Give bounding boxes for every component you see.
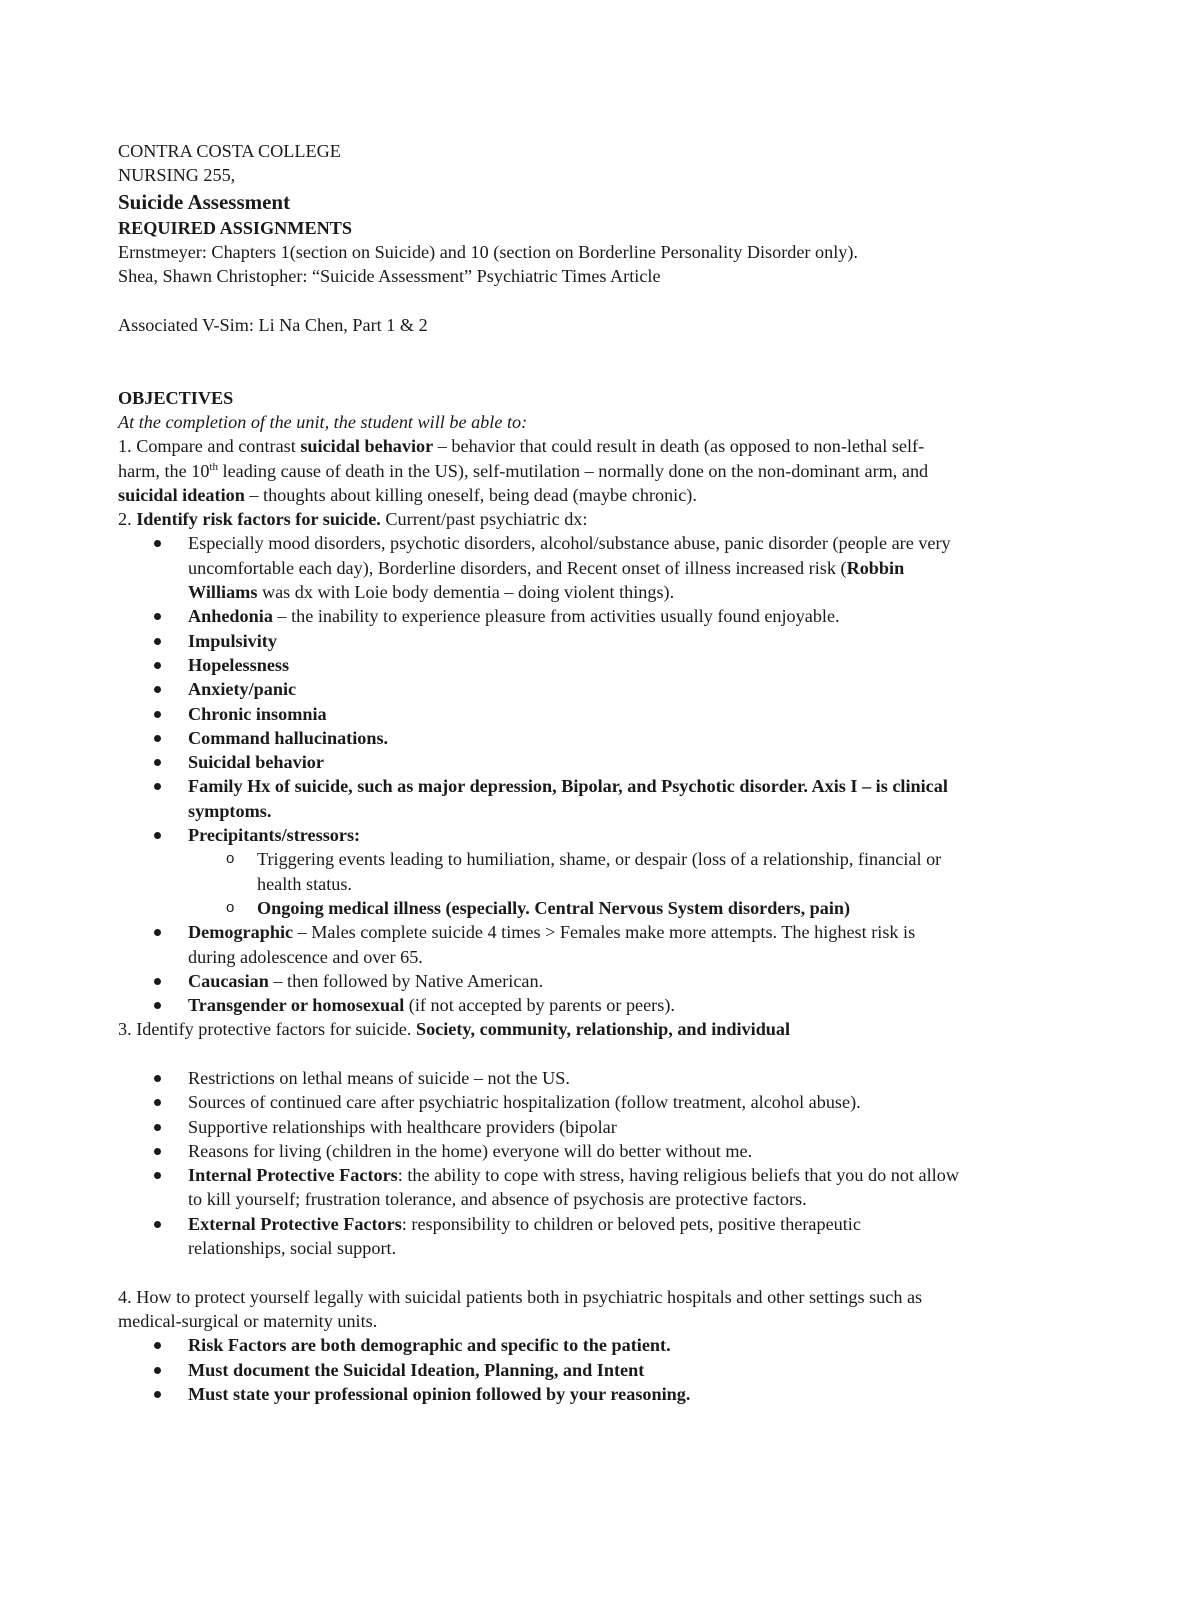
list-item: Anhedonia – the inability to experience pleasure from activities usually found enjoyable. — [188, 604, 1120, 628]
bullet-icon — [154, 638, 161, 645]
list-item: Reasons for living (children in the home) everyone will do better without me. — [188, 1139, 1120, 1163]
list-item: Must state your professional opinion followed by your reasoning. — [188, 1382, 1120, 1406]
list-item: Impulsivity — [188, 629, 1120, 653]
objective-2: 2. Identify risk factors for suicide. Current/past psychiatric dx: Especially mood disorders, psychotic disorders, alcohol/substance abuse, panic disorder (people are very uncomfortable each day), Borderline disorders, and Recent onset of illness increased risk (Robbin Williams was dx with Loie body dementia – doing violent things). Anhedonia – the inability to experience pleasure from activities usually found enjoyable. Impulsivity Hopelessness Anxiety/panic Chronic insomnia Command hallucinations. Suicidal behavior Family Hx of suicide, such as major depression, Bipolar, and Psychotic disorder. Axis I – is clinical symptoms. Precipitants/stressors: o Triggering events leading to humiliation, shame, or despair (loss of a relationship, financial or health status. o Ongoing medical illness (especially. Central Nervous System disorders, pain) Demographic – Males complete suicide 4 times > Females make more attempts. The highest risk is during adolescence and over 65. Caucasian – then followed by Native American. Transgender or homosexual (if not accepted by parents or peers). — [118, 507, 1120, 1017]
bullet-icon — [154, 613, 161, 620]
list-item: Anxiety/panic — [188, 677, 1120, 701]
bullet-icon — [154, 711, 161, 718]
list-item: Supportive relationships with healthcare providers (bipolar — [188, 1115, 1120, 1139]
list-item: Caucasian – then followed by Native American. — [188, 969, 1120, 993]
bullet-icon — [154, 1342, 161, 1349]
list-item: Sources of continued care after psychiatric hospitalization (follow treatment, alcohol abuse). — [188, 1090, 1120, 1114]
required-reading-2: Shea, Shawn Christopher: “Suicide Assessment” Psychiatric Times Article — [118, 266, 661, 287]
list-item: Chronic insomnia — [188, 702, 1120, 726]
list-item: Command hallucinations. — [188, 726, 1120, 750]
list-item: Internal Protective Factors: the ability to cope with stress, having religious beliefs that you do not allow to kill yourself; frustration tolerance, and absence of psychosis are protective factors. — [188, 1163, 1120, 1212]
list-item: Restrictions on lethal means of suicide – not the US. — [188, 1066, 1120, 1090]
list-item: Demographic – Males complete suicide 4 times > Females make more attempts. The highest risk is during adolescence and over 65. — [188, 920, 1120, 969]
circle-bullet-icon: o — [226, 898, 235, 916]
circle-bullet-icon: o — [226, 850, 235, 868]
list-item: Must document the Suicidal Ideation, Planning, and Intent — [188, 1358, 1120, 1382]
bullet-icon — [154, 540, 161, 547]
required-assignments-heading: REQUIRED ASSIGNMENTS — [118, 217, 352, 238]
bullet-icon — [154, 735, 161, 742]
bullet-icon — [154, 1002, 161, 1009]
bullet-icon — [154, 783, 161, 790]
list-item: Precipitants/stressors: — [188, 823, 1120, 847]
bullet-icon — [154, 1148, 161, 1155]
document-title: Suicide Assessment — [118, 189, 291, 214]
bullet-icon — [154, 1367, 161, 1374]
bullet-icon — [154, 1124, 161, 1131]
bullet-icon — [154, 1075, 161, 1082]
bullet-icon — [154, 1391, 161, 1398]
vsim-assignment: Associated V-Sim: Li Na Chen, Part 1 & 2 — [118, 314, 428, 335]
list-item: Risk Factors are both demographic and specific to the patient. — [188, 1333, 1120, 1357]
list-item: Especially mood disorders, psychotic disorders, alcohol/substance abuse, panic disorder (people are very uncomfortable each day), Borderline disorders, and Recent onset of illness increased risk (Robbin Williams was dx with Loie body dementia – doing violent things). — [188, 531, 1120, 604]
list-item: External Protective Factors: responsibility to children or beloved pets, positive therapeutic relationships, social support. — [188, 1212, 1120, 1261]
course-code: NURSING 255, — [118, 165, 236, 186]
term-suicidal-behavior: suicidal behavior — [300, 436, 434, 457]
sub-list-item: o Triggering events leading to humiliation, shame, or despair (loss of a relationship, financial or health status. — [226, 849, 942, 894]
list-item: Suicidal behavior — [188, 750, 1120, 774]
bullet-icon — [154, 1221, 161, 1228]
bullet-icon — [154, 686, 161, 693]
sub-list-item: o Ongoing medical illness (especially. Central Nervous System disorders, pain) — [257, 896, 1120, 920]
bullet-icon — [154, 662, 161, 669]
bullet-icon — [154, 1099, 161, 1106]
bullet-icon — [154, 929, 161, 936]
bullet-icon — [154, 1172, 161, 1179]
list-item: Family Hx of suicide, such as major depression, Bipolar, and Psychotic disorder. Axis I – is clinical symptoms. — [188, 774, 1120, 823]
objective-1: 1. Compare and contrast suicidal behavior – behavior that could result in death (as opposed to non-lethal self- harm, the 10th leading cause of death in the US), self-mutilation – normally done on the non-dominant arm, and suicidal ideation – thoughts about killing oneself, being dead (maybe chronic). — [118, 436, 929, 505]
bullet-icon — [154, 832, 161, 839]
bullet-icon — [154, 978, 161, 985]
college-name: CONTRA COSTA COLLEGE — [118, 141, 341, 161]
objectives-heading: OBJECTIVES — [118, 387, 234, 408]
list-item: Transgender or homosexual (if not accepted by parents or peers). — [188, 993, 1120, 1017]
objective-3: 3. Identify protective factors for suicide. Society, community, relationship, and individual Restrictions on lethal means of suicide – not the US. Sources of continued care after psychiatric hospitalization (follow treatment, alcohol abuse). Supportive relationships with healthcare providers (bipolar Reasons for living (children in the home) everyone will do better without me. Internal Protective Factors: the ability to cope with stress, having religious beliefs that you do not allow to kill yourself; frustration tolerance, and absence of psychosis are protective factors. External Protective Factors: responsibility to children or beloved pets, positive therapeutic relationships, social support. — [118, 1017, 1120, 1260]
list-item: Hopelessness — [188, 653, 1120, 677]
term-suicidal-ideation: suicidal ideation — [118, 484, 245, 505]
bullet-icon — [154, 759, 161, 766]
required-reading-1: Ernstmeyer: Chapters 1(section on Suicide) and 10 (section on Borderline Personality Disorder only). — [118, 241, 858, 262]
objective-4: 4. How to protect yourself legally with suicidal patients both in psychiatric hospitals and other settings such as medical-surgical or maternity units. Risk Factors are both demographic and specific to the patient. Must document the Suicidal Ideation, Planning, and Intent Must state your professional opinion followed by your reasoning. — [118, 1285, 1120, 1406]
objectives-intro: At the completion of the unit, the student will be able to: — [118, 411, 528, 432]
